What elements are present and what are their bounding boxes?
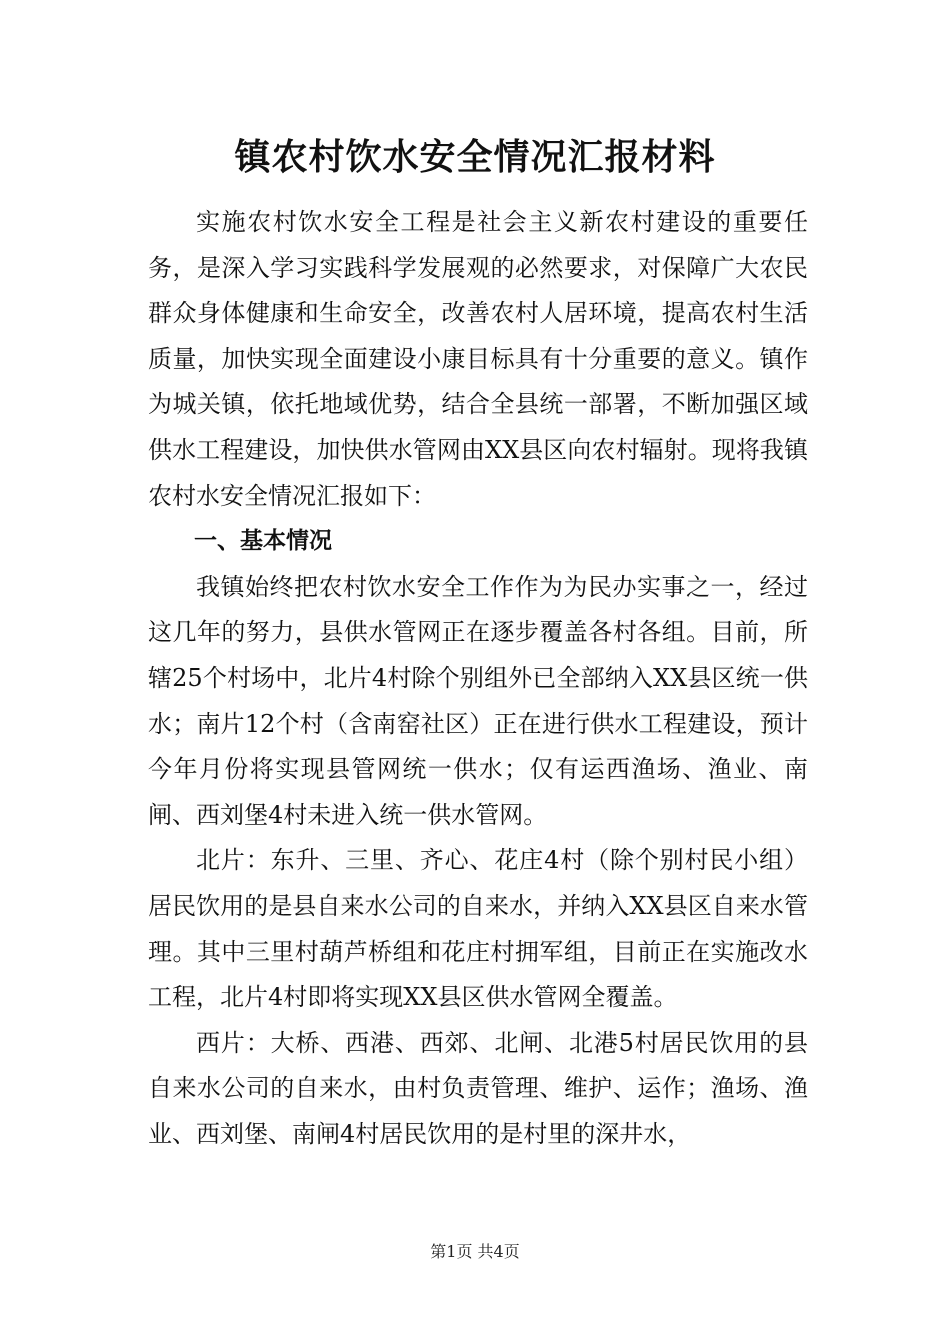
paragraph-north-area: 北片：东升、三里、齐心、花庄4村（除个别村民小组）居民饮用的是县自来水公司的自来水，并纳入XX县区自来水管理。其中三里村葫芦桥组和花庄村拥军组，目前正在实施改水工程，北片4村即将实现XX县区供水管网全覆盖。 bbox=[148, 846, 808, 1012]
page-number: 第1页 共4页 bbox=[430, 1242, 520, 1261]
paragraph-overview: 我镇始终把农村饮水安全工作作为为民办实事之一，经过这几年的努力，县供水管网正在逐步覆盖各村各组。目前，所辖25个村场中，北片4村除个别组外已全部纳入XX县区统一供水；南片12个村（含南窑社区）正在进行供水工程建设，预计今年月份将实现县管网统一供水；仅有运西渔场、渔业、南闸、西刘堡4村未进入统一供水管网。 bbox=[148, 572, 808, 829]
section-heading-basic-situation: 一、基本情况 bbox=[194, 528, 332, 555]
document-title: 镇农村饮水安全情况汇报材料 bbox=[234, 136, 716, 178]
paragraph-intro: 实施农村饮水安全工程是社会主义新农村建设的重要任务，是深入学习实践科学发展观的必然要求，对保障广大农民群众身体健康和生命安全，改善农村人居环境，提高农村生活质量，加快实现全面建设小康目标具有十分重要的意义。镇作为城关镇，依托地域优势，结合全县统一部署，不断加强区域供水工程建设，加快供水管网由XX县区向农村辐射。现将我镇农村水安全情况汇报如下： bbox=[148, 208, 808, 510]
paragraph-west-area: 西片：大桥、西港、西郊、北闸、北港5村居民饮用的县自来水公司的自来水，由村负责管理、维护、运作；渔场、渔业、西刘堡、南闸4村居民饮用的是村里的深井水， bbox=[148, 1028, 808, 1148]
document-body bbox=[148, 200, 808, 1157]
